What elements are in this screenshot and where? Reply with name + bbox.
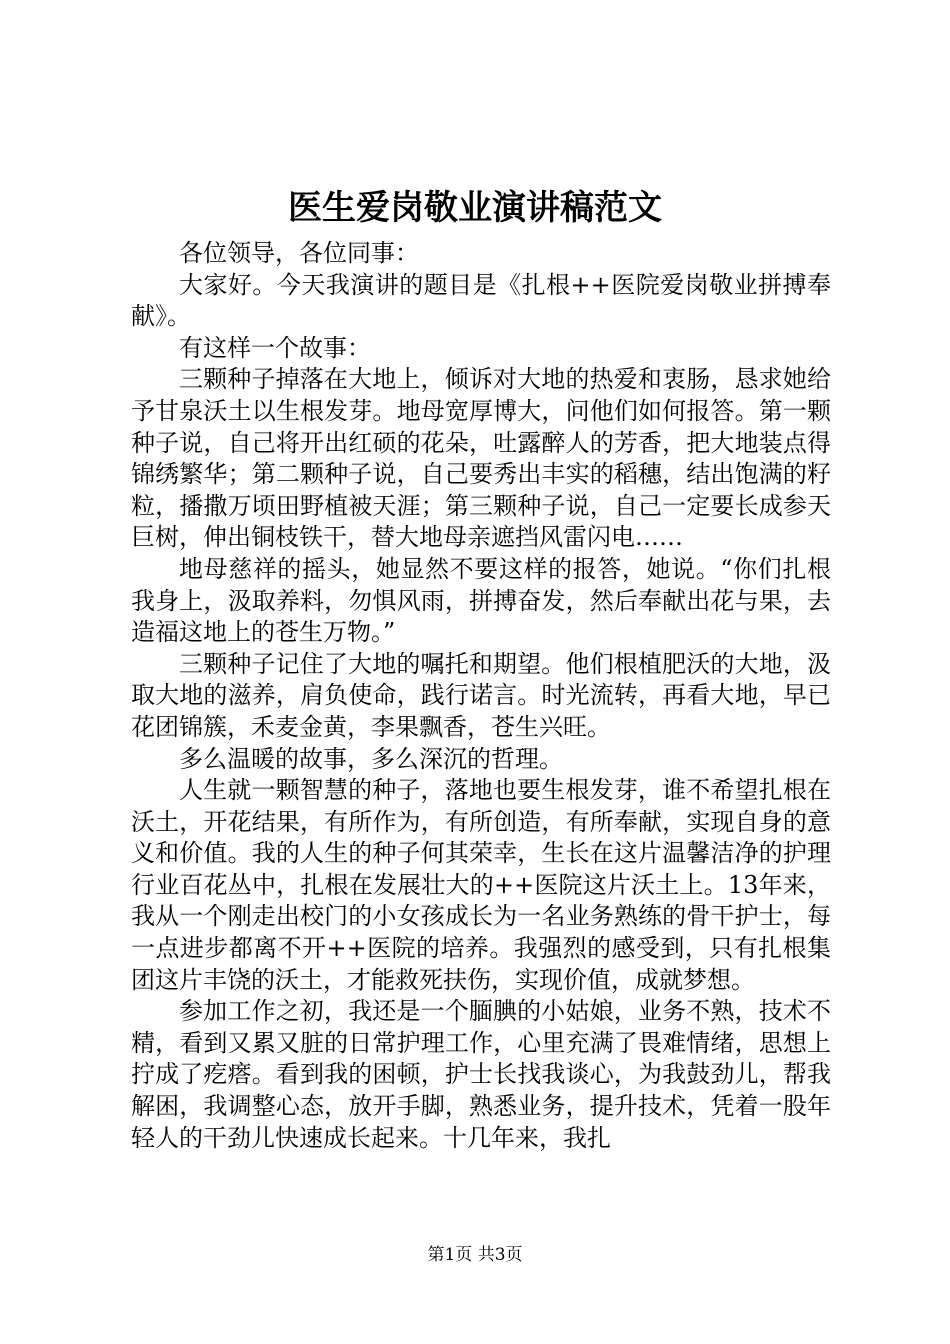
paragraph-three-seeds: 三颗种子掉落在大地上，倾诉对大地的热爱和衷肠，恳求她给予甘泉沃土以生根发芽。地母宽厚博大，问他们如何报答。第一颗种子说，自己将开出红硕的花朵，吐露醉人的芳香，把大地装点得锦绣繁华；第二颗种子说，自己要秀出丰实的稻穗，结出饱满的籽粒，播撒万顷田野植被天涯；第三颗种子说，自己一定要长成参天巨树，伸出铜枝铁干，替大地母亲遮挡风雷闪电…… bbox=[131, 365, 831, 552]
paragraph-life-seed: 人生就一颗智慧的种子，落地也要生根发芽，谁不希望扎根在沃土，开花结果，有所作为，有所创造，有所奉献，实现自身的意义和价值。我的人生的种子何其荣幸，生长在这片温馨洁净的护理行业百花丛中，扎根在发展壮大的++医院这片沃土上。13年来，我从一个刚走出校门的小女孩成长为一名业务熟练的骨干护士，每一点进步都离不开++医院的培养。我强烈的感受到，只有扎根集团这片丰饶的沃土，才能救死扶伤，实现价值，成就梦想。 bbox=[131, 776, 831, 994]
document-body bbox=[131, 238, 831, 1154]
paragraph-earth-mother: 地母慈祥的摇头，她显然不要这样的报答，她说。“你们扎根我身上，汲取养料，勿惧风雨，拼搏奋发，然后奉献出花与果，去造福这地上的苍生万物。” bbox=[131, 554, 831, 647]
page-indicator: 第1页 共3页 bbox=[427, 1245, 523, 1265]
document-title: 医生爱岗敬业演讲稿范文 bbox=[288, 188, 662, 228]
paragraph-seeds-remember: 三颗种子记住了大地的嘱托和期望。他们根植肥沃的大地，汲取大地的滋养，肩负使命，践行诺言。时光流转，再看大地，早已花团锦簇，禾麦金黄，李果飘香，苍生兴旺。 bbox=[131, 649, 831, 741]
paragraph-salutation: 各位领导，各位同事： bbox=[179, 239, 419, 267]
paragraph-greeting: 大家好。今天我演讲的题目是《扎根++医院爱岗敬业拼搏奉献》。 bbox=[131, 270, 831, 331]
paragraph-philosophy: 多么温暖的故事，多么深沉的哲理。 bbox=[179, 744, 563, 773]
paragraph-story-intro: 有这样一个故事： bbox=[179, 333, 371, 362]
paragraph-early-work: 参加工作之初，我还是一个腼腆的小姑娘，业务不熟，技术不精，看到又累又脏的日常护理工作，心里充满了畏难情绪，思想上拧成了疙瘩。看到我的困顿，护士长找我谈心，为我鼓劲儿，帮我解困，我调整心态，放开手脚，熟悉业务，提升技术，凭着一股年轻人的干劲儿快速成长起来。十几年来，我扎 bbox=[131, 997, 831, 1152]
